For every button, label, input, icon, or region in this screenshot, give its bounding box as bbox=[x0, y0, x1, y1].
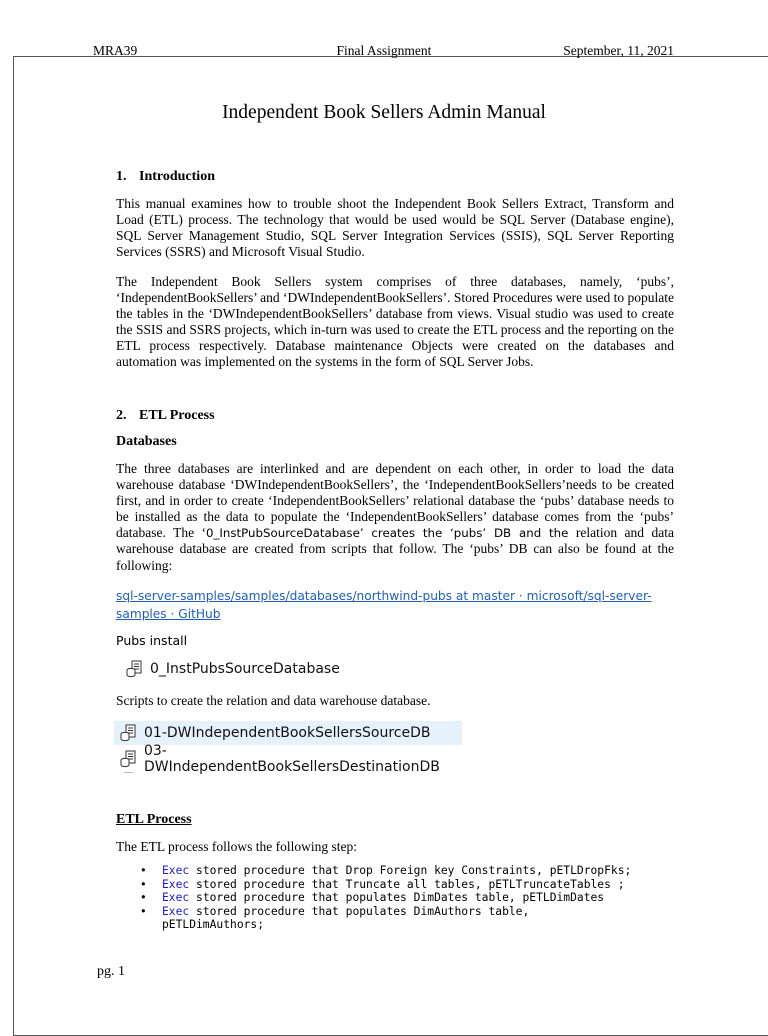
bullet-dot: • bbox=[140, 877, 147, 891]
file-name: 01-DWIndependentBookSellersSourceDB bbox=[144, 725, 431, 741]
document-title: Independent Book Sellers Admin Manual bbox=[222, 102, 546, 123]
list-item bbox=[140, 905, 631, 932]
bullet-dot: • bbox=[140, 891, 147, 904]
list-item bbox=[140, 891, 631, 905]
list-item bbox=[140, 864, 631, 878]
etl-process-heading: ETL Process bbox=[116, 812, 192, 827]
bullet-dot: • bbox=[140, 864, 147, 877]
bullet-dot: • bbox=[140, 904, 147, 918]
exec-keyword: Exec bbox=[162, 864, 190, 877]
exec-keyword: Exec bbox=[162, 904, 190, 918]
sql-script-file-icon bbox=[126, 660, 143, 678]
header-date: September, 11, 2021 bbox=[563, 43, 674, 58]
databases-paragraph bbox=[116, 461, 674, 574]
section-heading-text: ETL Process bbox=[139, 408, 215, 423]
exec-keyword: Exec bbox=[162, 891, 190, 904]
sql-script-file-icon bbox=[120, 750, 137, 768]
exec-keyword: Exec bbox=[162, 877, 190, 891]
page-number: pg. 1 bbox=[97, 964, 125, 979]
etl-steps-list bbox=[140, 864, 631, 932]
intro-paragraph-1: This manual examines how to trouble shoot the Independent Book Sellers Extract, Transform and Load (ETL) process. The technology that would be used would be SQL Server (Database engine), SQL Server Management Studio, SQL Server Integration Services (SSIS), SQL Server Reporting Services (SSRS) and Microsoft Visual Studio. bbox=[116, 196, 674, 260]
header-assignment: Final Assignment bbox=[336, 43, 432, 58]
file-source-db[interactable] bbox=[114, 721, 462, 745]
step-text: stored procedure that Drop Foreign key Constraints, pETLDropFks; bbox=[189, 864, 632, 877]
pubs-install-label: Pubs install bbox=[116, 633, 188, 648]
databases-text-a: The three databases are interlinked and are dependent on each other, in order to load the data warehouse database ‘DWIndependentBookSellers’, the ‘IndependentBookSellers’needs to be created first, and in order to create ‘IndependentBookSellers’ relational database the ‘pubs’ database needs to be installed as the data to populate the ‘IndependentBookSellers’ database comes from the ‘pubs’ database. The ‘ bbox=[116, 461, 674, 541]
scripts-label: Scripts to create the relation and data warehouse database. bbox=[116, 693, 431, 708]
databases-text-c: relation and data warehouse database are created from scripts that follow. The ‘pubs’ DB can also be found at the following: bbox=[116, 525, 674, 573]
step-text: stored procedure that populates DimAuthors table, pETLDimAuthors; bbox=[162, 904, 530, 931]
section-number: 1. bbox=[116, 169, 127, 184]
file-name: 03-DWIndependentBookSellersDestinationDB bbox=[143, 743, 440, 775]
step-text: stored procedure that Truncate all tables, pETLTruncateTables ; bbox=[189, 877, 625, 891]
section-number: 2. bbox=[116, 408, 127, 423]
list-item bbox=[140, 878, 631, 892]
section-heading-etl bbox=[116, 408, 215, 424]
step-text: stored procedure that populates DimDates table, pETLDimDates bbox=[189, 891, 605, 904]
github-link[interactable]: sql-server-samples/samples/databases/northwind-pubs at master · microsoft/sql-server-samples · GitHub bbox=[116, 589, 652, 621]
section-heading-text: Introduction bbox=[139, 169, 215, 184]
file-name: 0_InstPubsSourceDatabase bbox=[150, 661, 340, 677]
databases-text-b: 0_InstPubSourceDatabase’ creates the ‘pubs’ DB and the bbox=[206, 526, 569, 541]
databases-heading: Databases bbox=[116, 434, 177, 449]
section-heading-introduction bbox=[116, 169, 215, 185]
intro-paragraph-2: The Independent Book Sellers system comprises of three databases, namely, ‘pubs’, ‘IndependentBookSellers’ and ‘DWIndependentBookSellers’. Stored Procedures were used to populate the tables in the ‘DWIndependentBookSellers’ database from views. Visual studio was used to create the SSIS and SSRS projects, which in-turn was used to create the ETL process and the reporting on the ETL process respectively. Database maintenance Objects were created on the databases and automation was implemented on the systems in the form of SQL Server Jobs. bbox=[116, 274, 674, 370]
header-course-code: MRA39 bbox=[93, 43, 138, 58]
file-destination-db[interactable] bbox=[114, 743, 462, 775]
etl-intro: The ETL process follows the following step: bbox=[116, 839, 357, 854]
divider-mark bbox=[124, 772, 133, 773]
sql-script-file-icon bbox=[120, 724, 137, 742]
file-pubs-source[interactable] bbox=[120, 657, 340, 681]
